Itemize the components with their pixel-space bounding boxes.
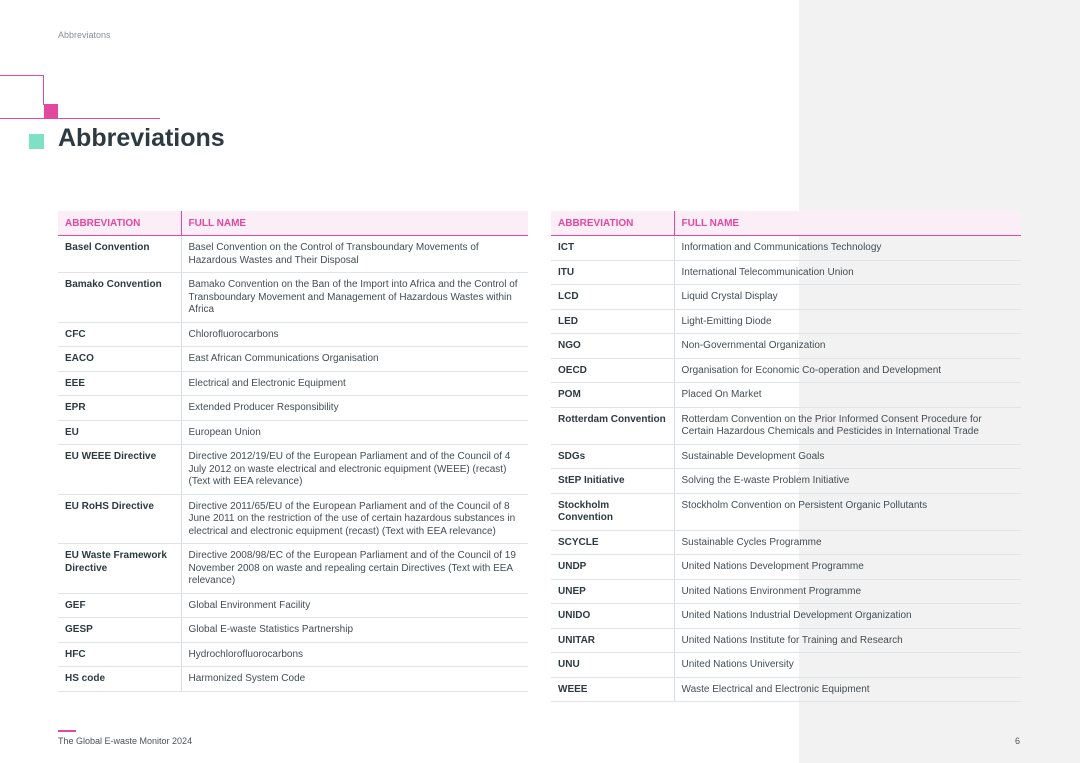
abbreviation-cell: LED: [551, 309, 674, 334]
full-name-cell: Rotterdam Convention on the Prior Informed Consent Procedure for Certain Hazardous Chemicals and Pesticides in International Trade: [674, 407, 1021, 444]
table-row: [551, 628, 1021, 653]
abbreviation-cell: ITU: [551, 260, 674, 285]
full-name-cell: Global E-waste Statistics Partnership: [181, 618, 528, 643]
abbreviation-cell: EU Waste Framework Directive: [58, 544, 181, 594]
full-name-cell: Solving the E-waste Problem Initiative: [674, 469, 1021, 494]
full-name-cell: East African Communications Organisation: [181, 347, 528, 372]
full-name-cell: Global Environment Facility: [181, 593, 528, 618]
full-name-cell: Bamako Convention on the Ban of the Import into Africa and the Control of Transboundary Movement and Management of Hazardous Wastes within Africa: [181, 273, 528, 323]
full-name-cell: United Nations University: [674, 653, 1021, 678]
decorative-line: [0, 75, 44, 76]
full-name-cell: Electrical and Electronic Equipment: [181, 371, 528, 396]
table-row: [58, 667, 528, 692]
full-name-cell: Sustainable Cycles Programme: [674, 530, 1021, 555]
full-name-cell: Placed On Market: [674, 383, 1021, 408]
table-row: [58, 322, 528, 347]
footer-publication-title: The Global E-waste Monitor 2024: [58, 736, 193, 746]
table-row: [551, 260, 1021, 285]
decorative-line: [43, 75, 44, 105]
abbreviation-cell: CFC: [58, 322, 181, 347]
table-row: [58, 347, 528, 372]
abbreviation-cell: EEE: [58, 371, 181, 396]
column-header-full-name: FULL NAME: [674, 211, 1021, 236]
table-header-row: [551, 211, 1021, 236]
abbreviation-cell: UNITAR: [551, 628, 674, 653]
abbreviations-table-left: [58, 211, 528, 692]
table-row: [58, 273, 528, 323]
table-row: [551, 604, 1021, 629]
full-name-cell: Hydrochlorofluorocarbons: [181, 642, 528, 667]
table-row: [551, 555, 1021, 580]
abbreviation-cell: GEF: [58, 593, 181, 618]
full-name-cell: Directive 2012/19/EU of the European Parliament and of the Council of 4 July 2012 on waste electrical and electronic equipment (WEEE) (recast) (Text with EEA relevance): [181, 445, 528, 495]
page-title: Abbreviations: [58, 124, 225, 152]
abbreviation-cell: Stockholm Convention: [551, 493, 674, 530]
table-row: [58, 371, 528, 396]
full-name-cell: United Nations Environment Programme: [674, 579, 1021, 604]
table-row: [551, 285, 1021, 310]
table-row: [58, 544, 528, 594]
abbreviation-cell: EU: [58, 420, 181, 445]
breadcrumb: Abbreviatons: [58, 30, 111, 40]
abbreviation-cell: Bamako Convention: [58, 273, 181, 323]
table-row: [551, 444, 1021, 469]
full-name-cell: Extended Producer Responsibility: [181, 396, 528, 421]
full-name-cell: Stockholm Convention on Persistent Organic Pollutants: [674, 493, 1021, 530]
decorative-line: [0, 118, 160, 119]
abbreviation-cell: GESP: [58, 618, 181, 643]
full-name-cell: International Telecommunication Union: [674, 260, 1021, 285]
table-row: [551, 334, 1021, 359]
table-row: [551, 358, 1021, 383]
full-name-cell: United Nations Institute for Training and Research: [674, 628, 1021, 653]
table-row: [551, 383, 1021, 408]
table-row: [58, 445, 528, 495]
abbreviation-cell: Basel Convention: [58, 236, 181, 273]
table-row: [58, 618, 528, 643]
abbreviation-cell: OECD: [551, 358, 674, 383]
footer-accent-bar: [58, 730, 76, 732]
abbreviation-cell: Rotterdam Convention: [551, 407, 674, 444]
abbreviation-cell: ICT: [551, 236, 674, 261]
column-header-abbreviation: ABBREVIATION: [551, 211, 674, 236]
abbreviation-cell: SDGs: [551, 444, 674, 469]
full-name-cell: Waste Electrical and Electronic Equipment: [674, 677, 1021, 702]
full-name-cell: Liquid Crystal Display: [674, 285, 1021, 310]
abbreviation-cell: HFC: [58, 642, 181, 667]
abbreviations-table-right: [551, 211, 1021, 702]
abbreviation-cell: POM: [551, 383, 674, 408]
column-header-full-name: FULL NAME: [181, 211, 528, 236]
table-row: [551, 407, 1021, 444]
abbreviation-cell: UNU: [551, 653, 674, 678]
table-row: [551, 579, 1021, 604]
table-row: [551, 236, 1021, 261]
full-name-cell: Information and Communications Technology: [674, 236, 1021, 261]
abbreviation-cell: UNIDO: [551, 604, 674, 629]
full-name-cell: Sustainable Development Goals: [674, 444, 1021, 469]
decorative-square-teal: [29, 134, 44, 149]
page-number: 6: [1015, 736, 1021, 746]
full-name-cell: European Union: [181, 420, 528, 445]
abbreviation-cell: HS code: [58, 667, 181, 692]
abbreviation-cell: EU RoHS Directive: [58, 494, 181, 544]
full-name-cell: United Nations Industrial Development Organization: [674, 604, 1021, 629]
full-name-cell: Chlorofluorocarbons: [181, 322, 528, 347]
table-row: [58, 236, 528, 273]
decorative-square-pink: [44, 104, 58, 118]
full-name-cell: Organisation for Economic Co-operation and Development: [674, 358, 1021, 383]
abbreviation-cell: NGO: [551, 334, 674, 359]
table-row: [551, 653, 1021, 678]
table-row: [58, 494, 528, 544]
full-name-cell: Harmonized System Code: [181, 667, 528, 692]
full-name-cell: Non-Governmental Organization: [674, 334, 1021, 359]
abbreviation-cell: EACO: [58, 347, 181, 372]
full-name-cell: Basel Convention on the Control of Transboundary Movements of Hazardous Wastes and Their Disposal: [181, 236, 528, 273]
table-row: [58, 593, 528, 618]
table-row: [58, 420, 528, 445]
table-row: [551, 469, 1021, 494]
table-row: [551, 677, 1021, 702]
full-name-cell: Directive 2011/65/EU of the European Parliament and of the Council of 8 June 2011 on the restriction of the use of certain hazardous substances in electrical and electronic equipment (recast) (Text with EEA relevance): [181, 494, 528, 544]
table-row: [551, 530, 1021, 555]
table-row: [551, 309, 1021, 334]
full-name-cell: Light-Emitting Diode: [674, 309, 1021, 334]
table-row: [551, 493, 1021, 530]
abbreviation-cell: WEEE: [551, 677, 674, 702]
table-header-row: [58, 211, 528, 236]
table-row: [58, 396, 528, 421]
abbreviation-cell: EPR: [58, 396, 181, 421]
abbreviation-cell: StEP Initiative: [551, 469, 674, 494]
full-name-cell: United Nations Development Programme: [674, 555, 1021, 580]
abbreviation-cell: LCD: [551, 285, 674, 310]
abbreviation-cell: SCYCLE: [551, 530, 674, 555]
full-name-cell: Directive 2008/98/EC of the European Parliament and of the Council of 19 November 2008 on waste and repealing certain Directives (Text with EEA relevance): [181, 544, 528, 594]
table-row: [58, 642, 528, 667]
abbreviation-cell: UNEP: [551, 579, 674, 604]
abbreviation-cell: EU WEEE Directive: [58, 445, 181, 495]
abbreviation-cell: UNDP: [551, 555, 674, 580]
column-header-abbreviation: ABBREVIATION: [58, 211, 181, 236]
